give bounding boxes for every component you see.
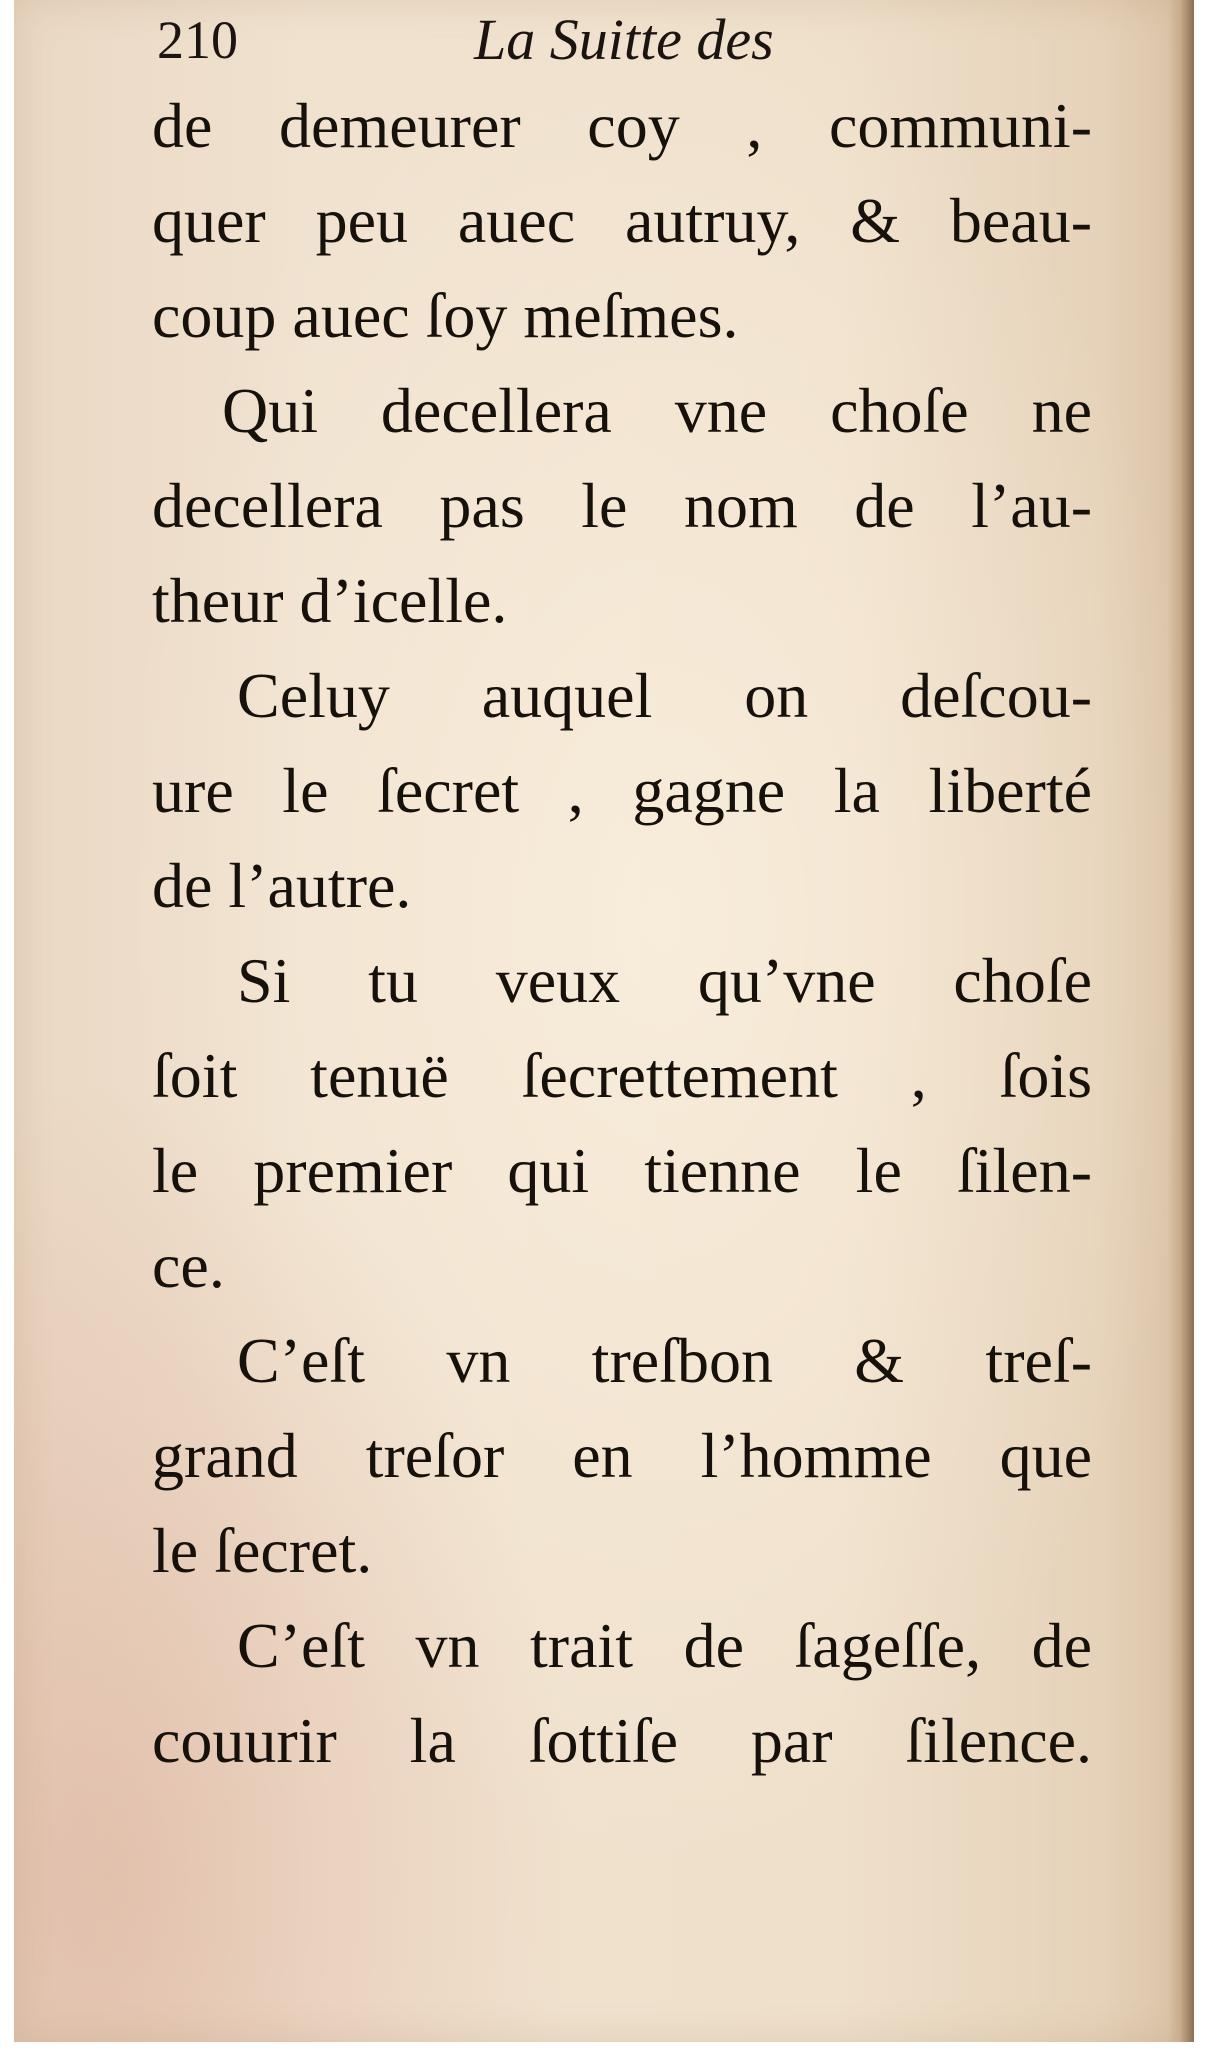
running-title: La Suitte des (474, 7, 774, 72)
paragraph (152, 78, 1092, 363)
body-text (152, 78, 1092, 1788)
paragraph (152, 1313, 1092, 1598)
text-line: couurir la ſottiſe par ſilence. (152, 1705, 1092, 1776)
text-line: C’eſt vn treſbon & treſ- (237, 1325, 1092, 1396)
text-line: grand treſor en l’homme que (152, 1420, 1092, 1491)
page-gutter-shadow (1168, 0, 1194, 2042)
paragraph (152, 933, 1092, 1313)
text-line: C’eſt vn trait de ſageſſe, de (237, 1610, 1092, 1681)
paragraph (152, 363, 1092, 648)
text-line: theur d’icelle. (152, 565, 508, 636)
text-line: ce. (152, 1230, 225, 1301)
running-head (157, 8, 917, 72)
text-line: Celuy auquel on deſcou- (237, 660, 1092, 731)
book-page (14, 0, 1194, 2042)
paragraph (152, 1598, 1092, 1788)
text-line: le premier qui tienne le ſilen- (152, 1135, 1092, 1206)
text-line: ure le ſecret , gagne la liberté (152, 755, 1092, 826)
text-line: decellera pas le nom de l’au- (152, 470, 1092, 541)
page-number: 210 (157, 10, 238, 70)
text-line: ſoit tenuë ſecrettement , ſois (152, 1040, 1092, 1111)
text-line: de l’autre. (152, 850, 412, 921)
text-line: coup auec ſoy meſmes. (152, 280, 739, 351)
text-line: quer peu auec autruy, & beau- (152, 185, 1092, 256)
text-line: de demeurer coy , communi- (152, 90, 1092, 161)
text-line: Si tu veux qu’vne choſe (237, 945, 1092, 1016)
text-line: le ſecret. (152, 1515, 373, 1586)
paragraph (152, 648, 1092, 933)
text-line: Qui decellera vne choſe ne (222, 375, 1092, 446)
